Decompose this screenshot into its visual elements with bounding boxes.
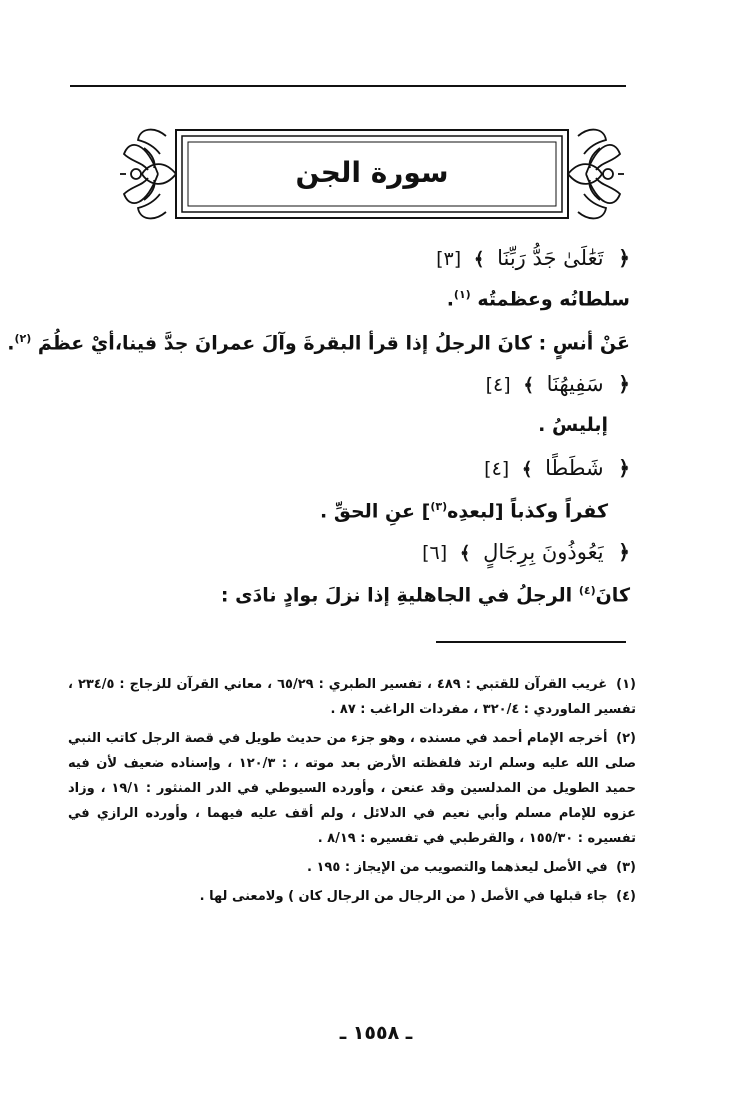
verse-heading <box>484 456 630 480</box>
surah-header-banner <box>118 118 626 230</box>
footnote-text: غريب القرآن للقتبي : ٤٨٩ ، تفسير الطبري : ٦٥/٢٩ ، معاني القرآن للزجاج : ٢٣٤/٥ ، تفسير الماوردي : ٣٢٠/٤ ، مفردات الراغب : ٨٧ . <box>68 677 636 717</box>
entry-text: إبليسُ . <box>538 414 608 436</box>
footnote-ref: (٣) <box>430 500 448 513</box>
footnote-ref: (٢) <box>14 332 32 345</box>
surah-title: سورة الجن <box>295 156 449 189</box>
quran-bracket-open: ﴿ <box>618 372 630 396</box>
verse-word: تَعَٰلَىٰ جَدُّ رَبِّنَا <box>497 246 604 270</box>
verse-heading <box>436 246 630 270</box>
footnote <box>68 884 636 909</box>
footnotes <box>68 672 636 913</box>
verse-number: [٤] <box>484 458 510 480</box>
footnote-separator <box>436 641 626 643</box>
footnote-marker: (٢) <box>616 731 636 746</box>
verse-heading <box>486 372 630 396</box>
footnote-ref: (١) <box>453 288 471 301</box>
entry-text: كانَ$^{(٤)}$ الرجلُ في الجاهليةِ إذا نزلَ بوادٍ نادَى : <box>220 584 630 607</box>
page-number: ـ ١٥٥٨ ـ <box>339 1022 413 1044</box>
quran-bracket-close: ﴾ <box>459 543 471 564</box>
verse-word: شَطَطًا <box>545 456 604 480</box>
footnote-text: أخرجه الإمام أحمد في مسنده ، وهو جزء من حديث طويل في قصة الرجل كاتب النبي صلى الله عليه وسلم ارتد فلفظته الأرض بعد موته ، : ١٢٠/٣ ، وإسناده ضعيف لأن فيه حميد الطويل من المدلسين وقد عنعن ، وأورده السيوطي في الدر المنثور : ١٩/١ ، وزاد عزوه للإمام مسلم وأبي نعيم في الدلائل ، ولم أقف عليه فيهما ، وأورده الرازي في تفسيره : ١٥٥/٣٠ ، والقرطبي في تفسيره : ٨/١٩ . <box>68 731 637 846</box>
quran-bracket-close: ﴾ <box>521 459 533 480</box>
entry-text: كفراً وكذباً [لبعدِه$^{(٣)}$] عنِ الحقِّ . <box>320 500 608 523</box>
footnote <box>68 726 636 851</box>
footnote-marker: (٤) <box>616 889 636 904</box>
entry-text: سلطانُه وعظمتُه $^{(١)}$. <box>446 288 630 311</box>
top-rule <box>70 85 626 87</box>
footnote <box>68 672 636 722</box>
verse-word: سَفِيهُنَا <box>546 372 604 396</box>
verse-number: [٣] <box>436 248 462 270</box>
footnote-marker: (٣) <box>616 860 636 875</box>
verse-word: يَعُوذُونَ بِرِجَالٍ <box>483 540 604 564</box>
footnote-text: جاء قبلها في الأصل ( من الرجال من الرجال كان ) ولامعنى لها . <box>199 889 608 904</box>
verse-number: [٤] <box>485 374 511 396</box>
verse-number: [٦] <box>422 542 448 564</box>
verse-heading <box>422 540 630 564</box>
entry-text: عَنْ أنسٍ : كانَ الرجلُ إذا قرأ البقرةَ وآلَ عمرانَ جدَّ فينا،أيْ عظُمَ $^{(٢)}$. <box>7 332 630 355</box>
footnote-ref: (٤) <box>578 584 596 597</box>
footnote-marker: (١) <box>616 677 636 692</box>
quran-bracket-close: ﴾ <box>473 249 485 270</box>
quran-bracket-open: ﴿ <box>618 456 630 480</box>
footnote-text: في الأصل ليعذهما والتصويب من الإيجاز : ١٩٥ . <box>307 860 608 875</box>
quran-bracket-open: ﴿ <box>618 246 630 270</box>
quran-bracket-open: ﴿ <box>618 540 630 564</box>
quran-bracket-close: ﴾ <box>523 375 534 396</box>
footnote <box>68 855 636 880</box>
